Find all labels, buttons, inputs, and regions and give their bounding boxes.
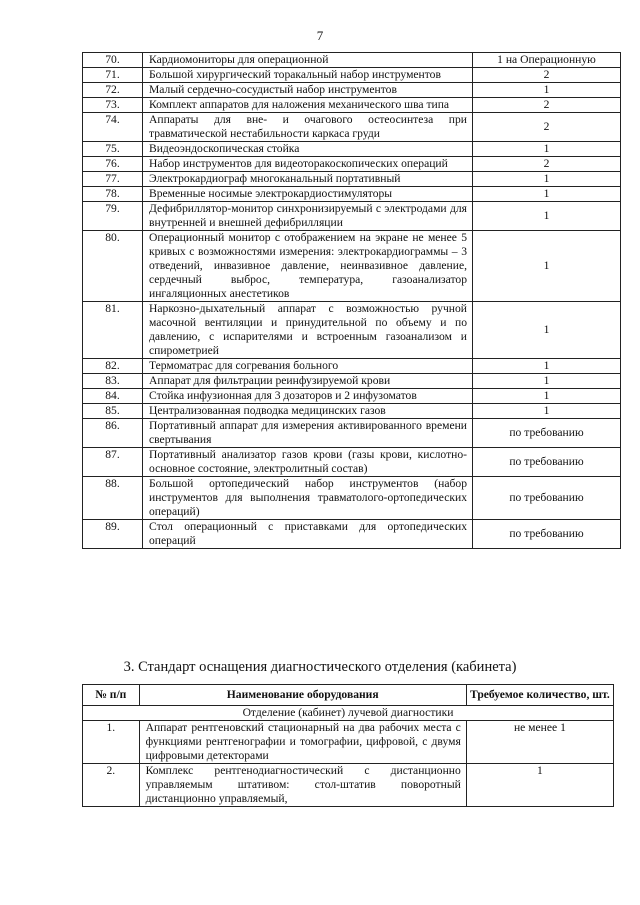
row-number: 88. — [83, 477, 143, 520]
equipment-table-body — [83, 53, 621, 549]
equipment-name: Большой хирургический торакальный набор инструментов — [143, 68, 473, 83]
equipment-name: Термоматрас для согревания больного — [143, 359, 473, 374]
table-row — [83, 157, 621, 172]
quantity: по требованию — [473, 477, 621, 520]
row-number: 79. — [83, 202, 143, 231]
row-number: 87. — [83, 448, 143, 477]
table-row — [83, 172, 621, 187]
equipment-name: Дефибриллятор-монитор синхронизируемый с электродами для внутренней и внешней дефибрилляции — [143, 202, 473, 231]
table-row — [83, 448, 621, 477]
quantity: 1 на Операционную — [473, 53, 621, 68]
equipment-name: Аппараты для вне- и очагового остеосинтеза при травматической нестабильности каркаса груди — [143, 113, 473, 142]
equipment-name: Малый сердечно-сосудистый набор инструментов — [143, 83, 473, 98]
quantity: 1 — [473, 389, 621, 404]
page-number: 7 — [316, 28, 324, 43]
quantity: 1 — [473, 359, 621, 374]
equipment-name: Временные носимые электрокардиостимуляторы — [143, 187, 473, 202]
row-number: 84. — [83, 389, 143, 404]
quantity: не менее 1 — [466, 721, 613, 764]
quantity: 1 — [473, 231, 621, 302]
quantity: 2 — [473, 157, 621, 172]
row-number: 74. — [83, 113, 143, 142]
quantity: 1 — [473, 142, 621, 157]
quantity: по требованию — [473, 448, 621, 477]
table-row — [83, 404, 621, 419]
equipment-name: Операционный монитор с отображением на экране не менее 5 кривых с возможностями измерения: электрокардиограммы – 3 отведений, инвазивное давление, неинвазивное давление, сердечный выброс, температура, газоанализатор ингаляционных анестетиков — [143, 231, 473, 302]
row-number: 77. — [83, 172, 143, 187]
row-number: 76. — [83, 157, 143, 172]
quantity: 1 — [473, 202, 621, 231]
equipment-table — [82, 52, 621, 549]
table-row — [83, 721, 614, 764]
equipment-name: Комплекс рентгенодиагностический с дистанционно управляемым штативом: стол-штатив поворотный дистанционно управляемый, — [139, 764, 466, 807]
table-row — [83, 231, 621, 302]
row-number: 82. — [83, 359, 143, 374]
row-number: 86. — [83, 419, 143, 448]
table-row — [83, 68, 621, 83]
equipment-name: Видеоэндоскопическая стойка — [143, 142, 473, 157]
header-equipment-name: Наименование оборудования — [139, 685, 466, 706]
table-row — [83, 98, 621, 113]
row-number: 75. — [83, 142, 143, 157]
table-row — [83, 477, 621, 520]
table-row — [83, 302, 621, 359]
quantity: 2 — [473, 98, 621, 113]
quantity: по требованию — [473, 419, 621, 448]
equipment-name: Большой ортопедический набор инструментов (набор инструментов для выполнения травматолого-ортопедических операций) — [143, 477, 473, 520]
row-number: 85. — [83, 404, 143, 419]
diagnostic-equipment-table — [82, 684, 614, 807]
row-number: 72. — [83, 83, 143, 98]
equipment-name: Аппарат для фильтрации реинфузируемой крови — [143, 374, 473, 389]
table-row — [83, 359, 621, 374]
header-required-quantity: Требуемое количество, шт. — [466, 685, 613, 706]
quantity: по требованию — [473, 520, 621, 549]
equipment-name: Портативный анализатор газов крови (газы крови, кислотно-основное состояние, электролитный состав) — [143, 448, 473, 477]
quantity: 1 — [473, 404, 621, 419]
equipment-name: Набор инструментов для видеоторакоскопических операций — [143, 157, 473, 172]
row-number: 81. — [83, 302, 143, 359]
table-row — [83, 187, 621, 202]
row-number: 71. — [83, 68, 143, 83]
row-number: 78. — [83, 187, 143, 202]
quantity: 2 — [473, 68, 621, 83]
row-number: 83. — [83, 374, 143, 389]
table-row — [83, 419, 621, 448]
table-subheader-row — [83, 706, 614, 721]
equipment-name: Централизованная подводка медицинских газов — [143, 404, 473, 419]
table-row — [83, 764, 614, 807]
table-row — [83, 520, 621, 549]
equipment-name: Портативный аппарат для измерения активированного времени свертывания — [143, 419, 473, 448]
equipment-name: Аппарат рентгеновский стационарный на два рабочих места с функциями рентгенографии и томографии, цифровой, с двумя цифровыми детекторами — [139, 721, 466, 764]
quantity: 2 — [473, 113, 621, 142]
department-subheader: Отделение (кабинет) лучевой диагностики — [83, 706, 614, 721]
equipment-name: Кардиомониторы для операционной — [143, 53, 473, 68]
header-number: № п/п — [83, 685, 140, 706]
equipment-name: Стол операционный с приставками для ортопедических операций — [143, 520, 473, 549]
row-number: 2. — [83, 764, 140, 807]
quantity: 1 — [466, 764, 613, 807]
table-row — [83, 202, 621, 231]
row-number: 89. — [83, 520, 143, 549]
table-row — [83, 83, 621, 98]
row-number: 70. — [83, 53, 143, 68]
quantity: 1 — [473, 172, 621, 187]
table-row — [83, 113, 621, 142]
table-row — [83, 389, 621, 404]
section-title: 3. Стандарт оснащения диагностического отделения (кабинета) — [123, 659, 517, 675]
quantity: 1 — [473, 83, 621, 98]
table-row — [83, 374, 621, 389]
quantity: 1 — [473, 302, 621, 359]
equipment-name: Электрокардиограф многоканальный портативный — [143, 172, 473, 187]
diagnostic-table-body — [83, 706, 614, 807]
quantity: 1 — [473, 374, 621, 389]
equipment-name: Наркозно-дыхательный аппарат с возможностью ручной масочной вентиляции и принудительной по объему и по давлению, с испарителями и встроенным газоанализом и спирометрией — [143, 302, 473, 359]
equipment-name: Стойка инфузионная для 3 дозаторов и 2 инфузоматов — [143, 389, 473, 404]
table-header-row — [83, 685, 614, 706]
row-number: 73. — [83, 98, 143, 113]
row-number: 80. — [83, 231, 143, 302]
quantity: 1 — [473, 187, 621, 202]
equipment-name: Комплект аппаратов для наложения механического шва типа — [143, 98, 473, 113]
table-row — [83, 53, 621, 68]
table-row — [83, 142, 621, 157]
row-number: 1. — [83, 721, 140, 764]
